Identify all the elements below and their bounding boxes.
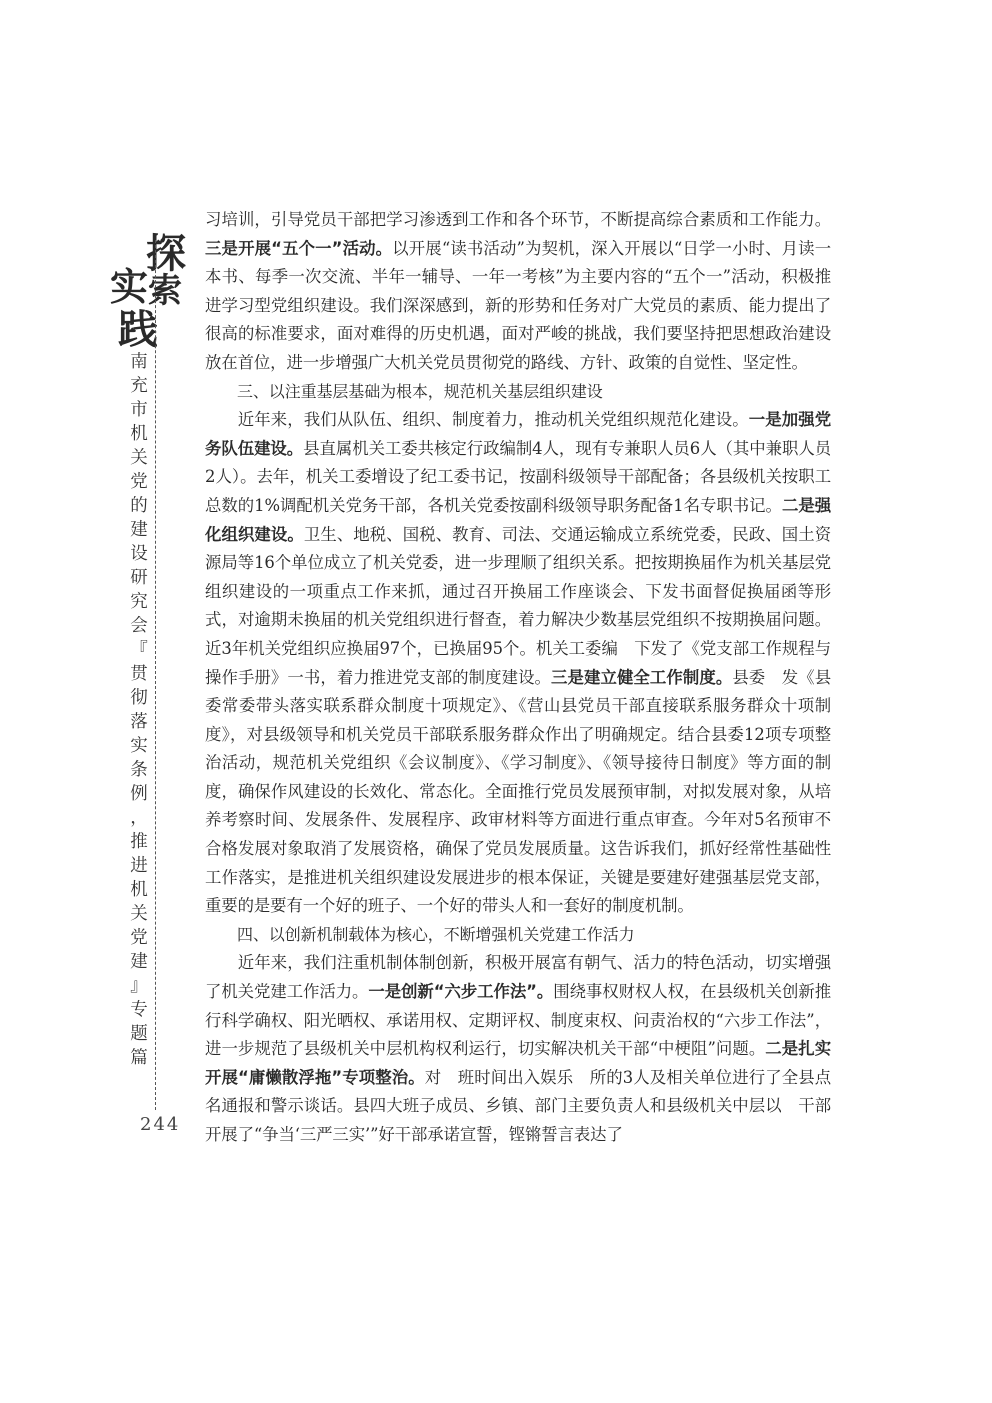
subtitle-char: 建 — [130, 520, 148, 540]
subtitle-char: 题 — [130, 1024, 148, 1044]
column-subtitle — [126, 350, 152, 1068]
text-run: 县委 发《县委常委带头落实联系群众制度十项规定》、《营山县党员干部直接联系服务群众十项制度》，对县级领导和机关党员干部联系服务群众作出了明确规定。结合县委12项专项整治活动，规范机关党组织《会议制度》、《学习制度》、《领导接待日制度》等方面的制度，确保作风建设的长效化、常态化。全面推行党员发展预审制，对拟发展对象，从培养考察时间、发展条件、发展程序、政审材料等方面进行重点审查。今年对5名预审不合格发展对象取消了发展资格，确保了党员发展质量。这告诉我们，抓好经常性基础性工作落实，是推进机关组织建设发展进步的根本保证，关键是要建好建强基层党支部，重要的是要有一个好的班子、一个好的带头人和一套好的制度机制。 — [205, 667, 831, 916]
section-heading — [205, 378, 831, 407]
dashed-divider — [155, 240, 156, 1110]
text-run: 以开展“读书活动”为契机，深入开展以“日学一小时、月读一本书、每季一次交流、半年一辅导、一年一考核”为主要内容的“五个一”活动，积极推进学习型党组织建设。我们深深感到，新的形势和任务对广大党员的素质、能力提出了很高的标准要求，面对难得的历史机遇，面对严峻的挑战，我们要坚持把思想政治建设放在首位，进一步增强广大机关党员贯彻党的路线、方针、政策的自觉性、坚定性。 — [205, 238, 831, 372]
section-heading — [205, 921, 831, 950]
subtitle-char: 』 — [130, 976, 148, 996]
logo-char: 索 — [148, 271, 182, 311]
subtitle-char: 党 — [130, 928, 148, 948]
subtitle-char: 设 — [130, 544, 148, 564]
subtitle-char: 会 — [130, 616, 148, 636]
subtitle-char: 机 — [130, 424, 148, 444]
subtitle-char: 机 — [130, 880, 148, 900]
subtitle-char: 的 — [130, 496, 148, 516]
subtitle-char: 推 — [130, 832, 148, 852]
subtitle-char: 南 — [130, 352, 148, 372]
bold-phrase: 一是加强党务队伍建设。 — [205, 410, 832, 458]
subtitle-char: 市 — [130, 400, 148, 420]
logo-char: 探 — [146, 230, 186, 277]
bold-phrase: 三是开展“五个一”活动。 — [205, 238, 393, 258]
subtitle-char: 彻 — [130, 688, 148, 708]
subtitle-char: 充 — [130, 376, 148, 396]
subtitle-char: 例 — [130, 784, 148, 804]
subtitle-char: 『 — [130, 640, 148, 660]
subtitle-char: 实 — [130, 736, 148, 756]
text-run: 卫生、地税、国税、教育、司法、交通运输成立系统党委，民政、国土资源局等16个单位成立了机关党委，进一步理顺了组织关系。把按期换届作为机关基层党组织建设的一项重点工作来抓，通过召开换届工作座谈会、下发书面督促换届函等形式，对逾期未换届的机关党组织进行督查，着力解决少数基层党组织不按期换届问题。近3年机关党组织应换届97个，已换届95个。机关工委编 下发了《党支部工作规程与操作手册》一书，着力推进党支部的制度建设。 — [205, 524, 831, 687]
text-run: 四、以创新机制载体为核心，不断增强机关党建工作活力 — [237, 924, 635, 944]
paragraph — [205, 206, 831, 378]
subtitle-char: 关 — [130, 904, 148, 924]
paragraph — [205, 406, 831, 921]
bold-phrase: 三是建立健全工作制度。 — [551, 667, 733, 687]
subtitle-char: 落 — [130, 712, 148, 732]
text-run: 近年来，我们从队伍、组织、制度着力，推动机关党组织规范化建设。 — [237, 410, 749, 430]
logo-char: 践 — [118, 306, 158, 353]
text-run: 县直属机关工委共核定行政编制4人，现有专兼职人员6人（其中兼职人员2人）。去年，机关工委增设了纪工委书记，按副科级领导干部配备；各县级机关按职工总数的1%调配机关党务干部，各机关党委按副科级领导职务配备1名专职书记。 — [205, 438, 831, 515]
subtitle-char: 关 — [130, 448, 148, 468]
subtitle-char: 党 — [130, 472, 148, 492]
subtitle-char: 进 — [130, 856, 148, 876]
text-run: 对 班时间出入娱乐 所的3人及相关单位进行了全县点名通报和警示谈话。县四大班子成员、乡镇、部门主要负责人和县级机关中层以 干部开展了“争当‘三严三实’”好干部承诺宣誓，铿锵誓言表达了 — [205, 1067, 831, 1144]
text-run: 近年来，我们注重机制体制创新，积极开展富有朝气、活力的特色活动，切实增强了机关党建工作活力。 — [205, 953, 831, 1002]
text-run: 围绕事权财权人权，在县级机关创新推行科学确权、阳光晒权、承诺用权、定期评权、制度束权、问责治权的“六步工作法”，进一步规范了县级机关中层机构权利运行，切实解决机关干部“中梗阻”问题。 — [205, 982, 831, 1059]
page-number: 244 — [140, 1114, 181, 1135]
logo-char: 实 — [110, 264, 149, 309]
subtitle-char: 篇 — [130, 1048, 148, 1068]
paragraph — [205, 949, 831, 1149]
article-body — [205, 206, 831, 1150]
subtitle-char: 研 — [130, 568, 148, 588]
subtitle-char: 条 — [130, 760, 148, 780]
subtitle-char: 专 — [130, 1000, 148, 1020]
subtitle-char: ， — [130, 808, 148, 828]
bold-phrase: 二是强化组织建设。 — [205, 495, 831, 544]
text-run: 三、以注重基层基础为根本，规范机关基层组织建设 — [237, 381, 603, 401]
column-logo — [108, 228, 190, 358]
bold-phrase: 一是创新“六步工作法”。 — [368, 982, 554, 1002]
subtitle-char: 贯 — [130, 664, 148, 684]
subtitle-char: 究 — [130, 592, 148, 612]
text-run: 习培训，引导党员干部把学习渗透到工作和各个环节，不断提高综合素质和工作能力。 — [205, 210, 831, 229]
bold-phrase: 二是扎实开展“庸懒散浮拖”专项整治。 — [205, 1039, 831, 1087]
subtitle-char: 建 — [130, 952, 148, 972]
